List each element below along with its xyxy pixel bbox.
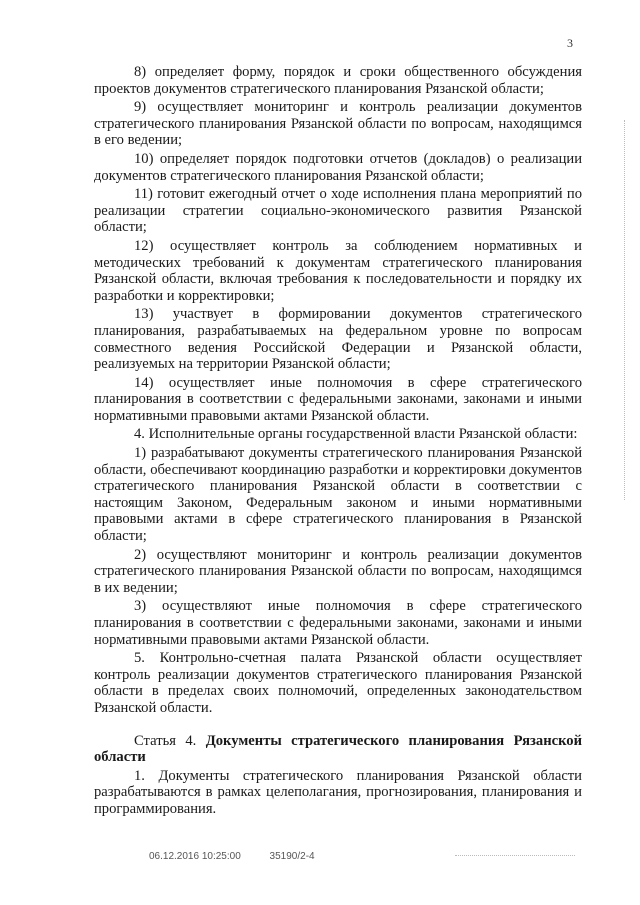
article-paragraph-1: 1. Документы стратегического планирования Рязанской области разрабатываются в рамках целеполагания, прогнозирования, планирования и программирования. bbox=[94, 767, 582, 817]
document-body bbox=[94, 64, 582, 820]
paragraph-section-4: 4. Исполнительные органы государственной власти Рязанской области: bbox=[134, 426, 578, 443]
paragraph-item-14: 14) осуществляет иные полномочия в сфере стратегического планирования в соответствии с федеральными законами, законами и иными нормативными правовыми актами Рязанской области. bbox=[94, 374, 582, 424]
paragraph-item-10: 10) определяет порядок подготовки отчетов (докладов) о реализации документов стратегического планирования Рязанской области; bbox=[94, 150, 582, 184]
scan-artifact-dots bbox=[455, 855, 575, 860]
paragraph-sub-3: 3) осуществляют иные полномочия в сфере стратегического планирования в соответствии с федеральными законами, законами и иными нормативными правовыми актами Рязанской области. bbox=[94, 598, 582, 648]
paragraph-sub-1: 1) разрабатывают документы стратегического планирования Рязанской области, обеспечивают координацию разработки и корректировки документов стратегического планирования Рязанской области в соответствии с настоящим Законом, Федеральным законом и иными нормативными правовыми актами в сфере стратегического планирования в Рязанской области; bbox=[94, 445, 582, 545]
footer-timestamp: 06.12.2016 10:25:00 bbox=[149, 851, 241, 862]
paragraph-item-12: 12) осуществляет контроль за соблюдением нормативных и методических требований к документам стратегического планирования Рязанской области, включая требования к последовательности и порядку их разработки и корректировки; bbox=[94, 237, 582, 304]
footer-doc-id: 35190/2-4 bbox=[269, 851, 315, 862]
page-number: 3 bbox=[567, 36, 573, 50]
scan-margin-marks bbox=[624, 120, 626, 500]
paragraph-item-13: 13) участвует в формировании документов стратегического планирования, разрабатываемых на федеральном уровне по вопросам совместного ведения Российской Федерации и Рязанской области, реализуемых на территории Рязанской области; bbox=[94, 306, 582, 373]
paragraph-item-8: 8) определяет форму, порядок и сроки общественного обсуждения проектов документов стратегического планирования Рязанской области; bbox=[94, 64, 582, 97]
paragraph-sub-2: 2) осуществляют мониторинг и контроль реализации документов стратегического планирования Рязанской области по вопросам, находящимся в их ведении; bbox=[94, 546, 582, 596]
paragraph-item-9: 9) осуществляет мониторинг и контроль реализации документов стратегического планирования Рязанской области по вопросам, находящимся в его ведении; bbox=[94, 99, 582, 149]
article-title: Документы стратегического планирования Рязанской области bbox=[94, 732, 583, 766]
article-prefix: Статья 4. bbox=[134, 732, 206, 749]
paragraph-section-5: 5. Контрольно-счетная палата Рязанской области осуществляет контроль реализации документов стратегического планирования Рязанской области в пределах своих полномочий, определенных законодательством Рязанской области. bbox=[94, 650, 582, 716]
document-footer bbox=[149, 851, 341, 862]
paragraph-item-11: 11) готовит ежегодный отчет о ходе исполнения плана мероприятий по реализации стратегии социально-экономического развития Рязанской области; bbox=[94, 186, 582, 236]
article-heading bbox=[94, 733, 582, 766]
